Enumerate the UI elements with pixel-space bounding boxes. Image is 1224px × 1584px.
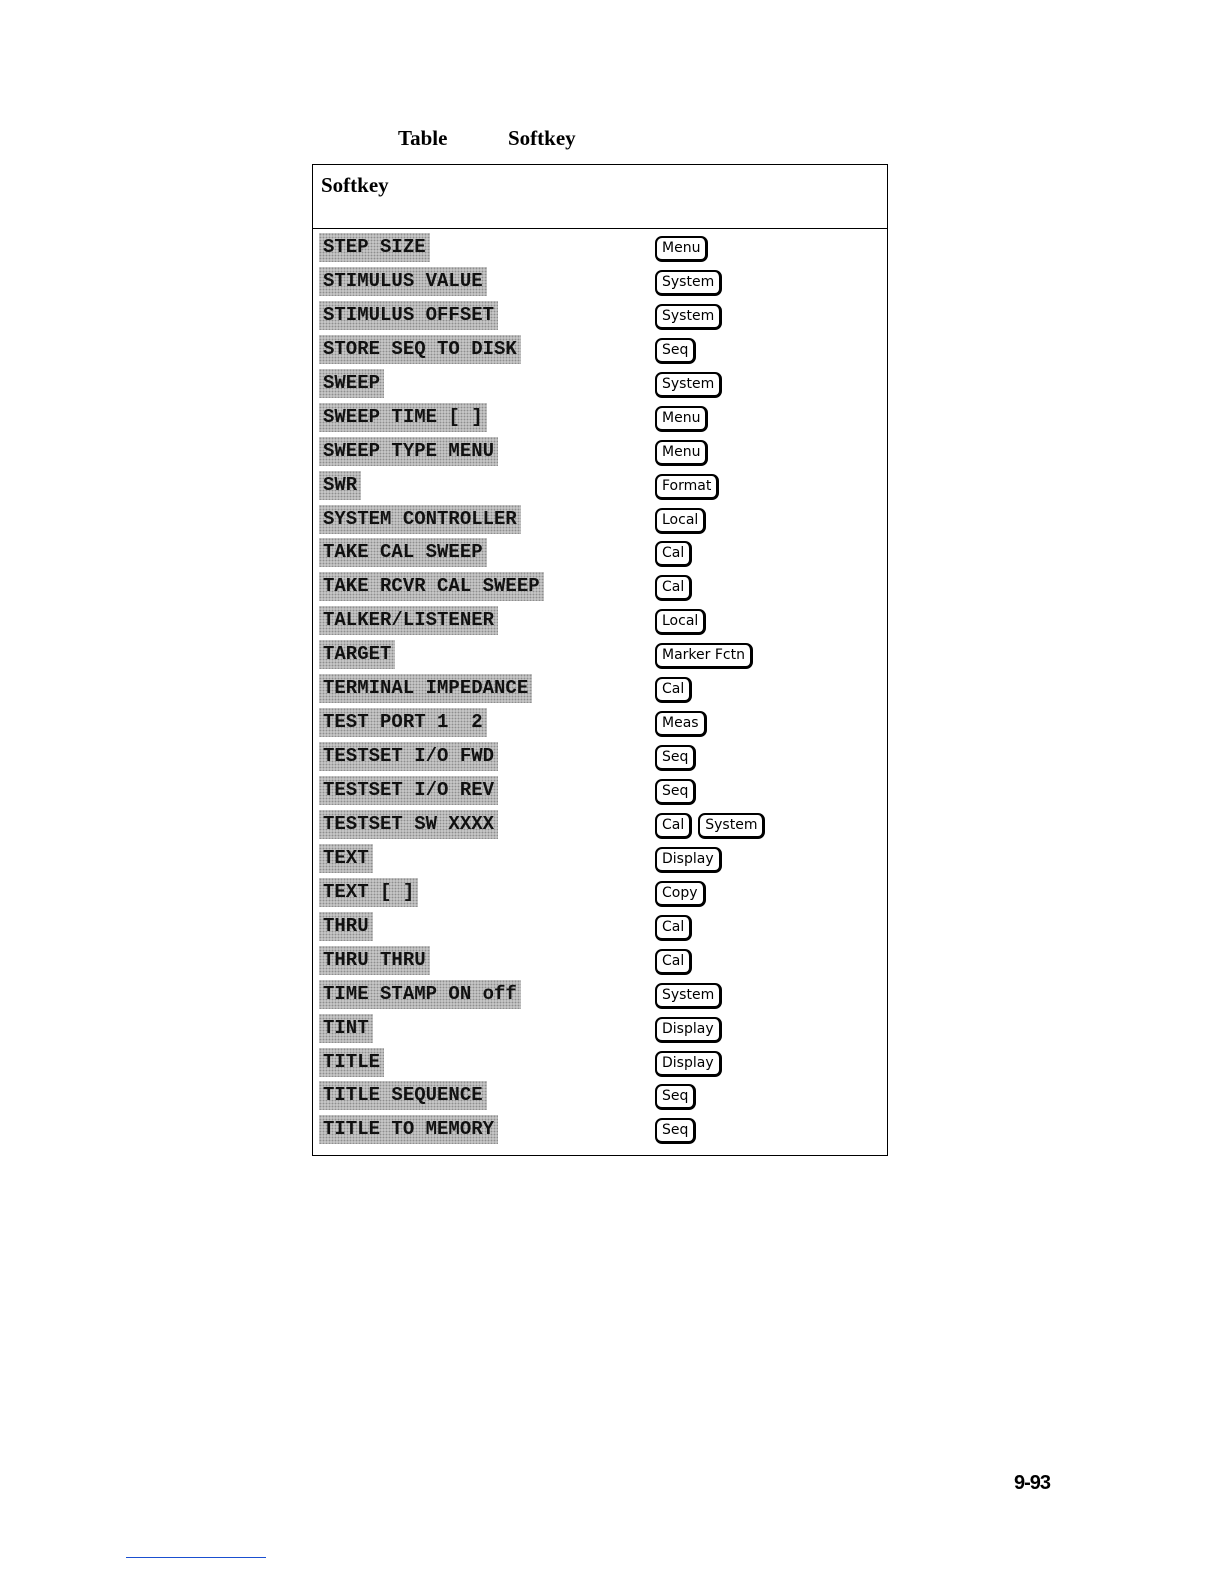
front-panel-key: Local — [655, 609, 706, 635]
softkey-label: TIME STAMP ON off — [319, 980, 521, 1009]
caption-softkey-word: Softkey — [508, 126, 576, 150]
front-panel-keys — [655, 1084, 696, 1110]
front-panel-key: System — [655, 270, 722, 296]
table-row — [313, 231, 887, 265]
front-panel-key: Seq — [655, 779, 696, 805]
front-panel-key: Menu — [655, 236, 708, 262]
front-panel-keys — [655, 406, 708, 432]
front-panel-keys — [655, 983, 722, 1009]
table-row — [313, 706, 887, 740]
table-row — [313, 876, 887, 910]
front-panel-keys — [655, 508, 706, 534]
front-panel-key: Format — [655, 474, 719, 500]
softkey-label: TESTSET I/O REV — [319, 776, 498, 805]
front-panel-keys — [655, 474, 719, 500]
table-row — [313, 978, 887, 1012]
softkey-label: TINT — [319, 1014, 373, 1043]
front-panel-keys — [655, 677, 692, 703]
front-panel-key: System — [655, 304, 722, 330]
softkey-label: TESTSET I/O FWD — [319, 742, 498, 771]
front-panel-key: System — [655, 372, 722, 398]
front-panel-key: Cal — [655, 915, 692, 941]
table-row — [313, 672, 887, 706]
front-panel-keys — [655, 779, 696, 805]
softkey-label: TAKE RCVR CAL SWEEP — [319, 572, 544, 601]
table-row — [313, 503, 887, 537]
front-panel-keys — [655, 881, 706, 907]
table-row — [313, 910, 887, 944]
softkey-table — [312, 164, 888, 1156]
footer-rule — [126, 1557, 266, 1558]
softkey-label: TITLE TO MEMORY — [319, 1115, 498, 1144]
table-row — [313, 604, 887, 638]
front-panel-keys — [655, 745, 696, 771]
softkey-label: STIMULUS VALUE — [319, 267, 487, 296]
front-panel-key: Cal — [655, 541, 692, 567]
front-panel-key: Cal — [655, 949, 692, 975]
front-panel-keys — [655, 338, 696, 364]
table-row — [313, 265, 887, 299]
softkey-label: TEXT — [319, 844, 373, 873]
softkey-label: SWEEP TIME [ ] — [319, 403, 487, 432]
softkey-label: TEST PORT 1 2 — [319, 708, 487, 737]
front-panel-key: Display — [655, 1051, 722, 1077]
front-panel-keys — [655, 643, 753, 669]
front-panel-keys — [655, 270, 722, 296]
front-panel-key: Cal — [655, 813, 692, 839]
table-row — [313, 774, 887, 808]
front-panel-key: System — [698, 813, 765, 839]
front-panel-keys — [655, 1017, 722, 1043]
table-row — [313, 435, 887, 469]
table-row — [313, 944, 887, 978]
table-row — [313, 536, 887, 570]
table-row — [313, 808, 887, 842]
front-panel-keys — [655, 541, 692, 567]
softkey-label: SWEEP — [319, 369, 384, 398]
front-panel-key: Menu — [655, 440, 708, 466]
front-panel-key: Copy — [655, 881, 706, 907]
softkey-label: TITLE — [319, 1048, 384, 1077]
table-row — [313, 469, 887, 503]
softkey-label: TITLE SEQUENCE — [319, 1081, 487, 1110]
front-panel-key: Seq — [655, 338, 696, 364]
front-panel-key: Seq — [655, 745, 696, 771]
softkey-label: TESTSET SW XXXX — [319, 810, 498, 839]
front-panel-key: Marker Fctn — [655, 643, 753, 669]
table-row — [313, 1046, 887, 1080]
softkey-label: STIMULUS OFFSET — [319, 301, 498, 330]
front-panel-key: Cal — [655, 575, 692, 601]
front-panel-key: Menu — [655, 406, 708, 432]
front-panel-key: Local — [655, 508, 706, 534]
softkey-label: TAKE CAL SWEEP — [319, 538, 487, 567]
column-header-softkey: Softkey — [321, 173, 389, 197]
softkey-label: SWEEP TYPE MENU — [319, 437, 498, 466]
table-caption — [0, 126, 700, 156]
front-panel-keys — [655, 440, 708, 466]
softkey-label: SYSTEM CONTROLLER — [319, 505, 521, 534]
table-header — [313, 165, 887, 229]
front-panel-key: Meas — [655, 711, 707, 737]
softkey-label: TERMINAL IMPEDANCE — [319, 674, 532, 703]
table-row — [313, 299, 887, 333]
softkey-label: TALKER/LISTENER — [319, 606, 498, 635]
front-panel-keys — [655, 236, 708, 262]
table-row — [313, 333, 887, 367]
page-number: 9-93 — [1014, 1472, 1051, 1494]
front-panel-key: Seq — [655, 1084, 696, 1110]
front-panel-key: Seq — [655, 1118, 696, 1144]
table-row — [313, 842, 887, 876]
table-body — [313, 231, 887, 1147]
front-panel-keys — [655, 1051, 722, 1077]
front-panel-keys — [655, 609, 706, 635]
front-panel-keys — [655, 304, 722, 330]
front-panel-keys — [655, 847, 722, 873]
front-panel-key: Cal — [655, 677, 692, 703]
front-panel-keys — [655, 915, 692, 941]
table-row — [313, 1079, 887, 1113]
softkey-label: STORE SEQ TO DISK — [319, 335, 521, 364]
table-row — [313, 1113, 887, 1147]
front-panel-keys — [655, 711, 707, 737]
front-panel-key: Display — [655, 847, 722, 873]
caption-table-word: Table — [398, 126, 448, 150]
table-row — [313, 740, 887, 774]
front-panel-keys — [655, 575, 692, 601]
table-row — [313, 570, 887, 604]
front-panel-keys — [655, 1118, 696, 1144]
front-panel-key: Display — [655, 1017, 722, 1043]
softkey-label: THRU — [319, 912, 373, 941]
softkey-label: STEP SIZE — [319, 233, 430, 262]
softkey-label: TEXT [ ] — [319, 878, 418, 907]
table-row — [313, 367, 887, 401]
softkey-label: THRU THRU — [319, 946, 430, 975]
front-panel-keys — [655, 813, 765, 839]
table-row — [313, 638, 887, 672]
softkey-label: SWR — [319, 471, 361, 500]
table-row — [313, 1012, 887, 1046]
front-panel-keys — [655, 949, 692, 975]
table-row — [313, 401, 887, 435]
front-panel-key: System — [655, 983, 722, 1009]
softkey-label: TARGET — [319, 640, 395, 669]
front-panel-keys — [655, 372, 722, 398]
